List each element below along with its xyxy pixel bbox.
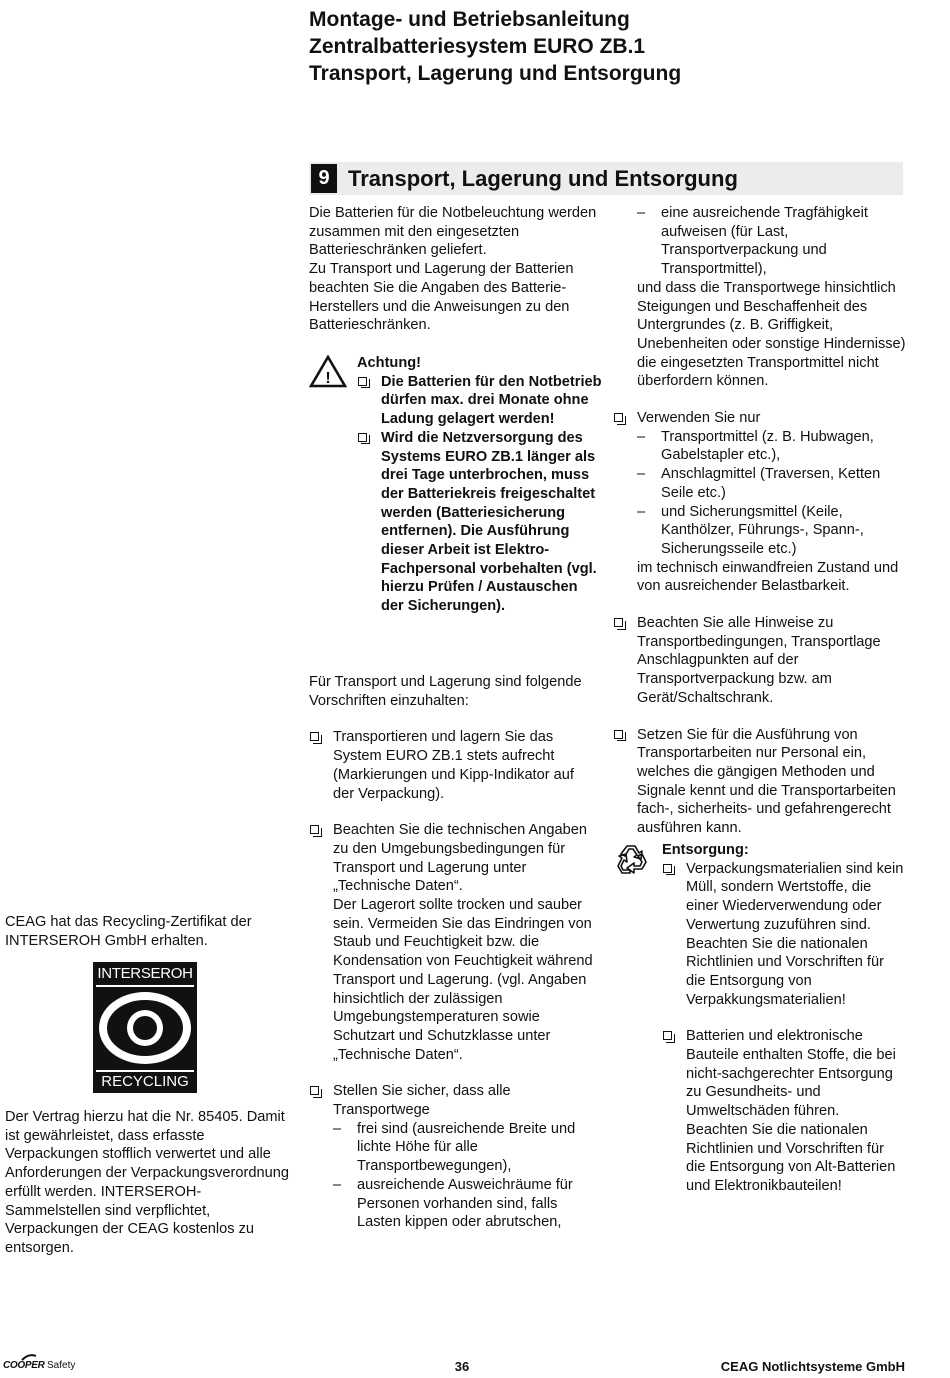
brand-main: COOPER: [3, 1360, 45, 1371]
warning-item-text: Wird die Netzversorgung des Systems EURO ZB.1 länger als drei Tage unterbrochen, muss der Batteriekreis freigeschaltet werden (Batteriesicherung entfernen). Die Ausführung dieser Arbeit ist Elektro-Fachpersonal vorbehalten (vgl. hierzu Prüfen / Austauschen der Sicherungen).: [381, 429, 597, 615]
checkbox-bullet-icon: [614, 413, 623, 422]
rules-intro: Für Transport und Lagerung sind folgende Vorschriften einzuhalten:: [309, 674, 582, 709]
checkbox-bullet-icon: [358, 433, 367, 442]
dash-item: – Anschlagmittel (Traversen, Ketten Seile etc.): [637, 466, 881, 501]
rules-list: [309, 673, 599, 1232]
dash-item: – frei sind (ausreichende Breite und lichte Höhe für alle Transportbewegungen),: [333, 1120, 576, 1175]
continued-text: und dass die Transportwege hinsichtlich Steigungen und Beschaffenheit des Untergrundes (z. B. Griffigkeit, Unebenheiten oder sonstige Hindernisse) die eingesetzten Transportmittel nicht überfordern können.: [637, 279, 906, 390]
brand-sub: Safety: [47, 1360, 76, 1371]
page-number: 36: [454, 1359, 470, 1374]
list-item-text: Beachten Sie alle Hinweise zu Transportbedingungen, Transportlage Anschlagpunkten auf der Transportverpackung bzw. am Gerät/Schaltschrank.: [637, 615, 881, 706]
disposal-note: Beachten Sie die nationalen Richtlinien und Vorschriften für die Entsorgung von Alt-Batterien und Elektronikbauteilen!: [686, 1121, 896, 1194]
list-item-text: Der Lagerort sollte trocken und sauber sein. Vermeiden Sie das Eindringen von Staub und Feuchtigkeit bzw. die Kondensation von Feuchtigkeit während Transport und Lagerung. (vgl. Angaben hinsichtlich der zulässigen Umgebungstemperaturen sowie Schutzart und Schutzklasse unter „Technische Daten“.: [333, 897, 593, 1063]
list-item: [613, 614, 908, 708]
disposal-item: [662, 860, 907, 1010]
dash-item: – eine ausreichende Tragfähigkeit aufweisen (für Last, Transportverpackung und Transportmittel),: [637, 205, 868, 278]
checkbox-bullet-icon: [358, 377, 367, 386]
list-item-text: Setzen Sie für die Ausführung von Transportarbeiten nur Personal ein, welches die gängigen Methoden und Signale kennt und die Transportarbeiten fach-, sicherheits- und gefahrengerecht ausführen kann.: [637, 726, 896, 837]
contract-text: Der Vertrag hierzu hat die Nr. 85405. Damit ist gewährleistet, dass erfasste Verpackungen stofflich verwertet und alle Anforderungen der Verpackungsverordnung erfüllt werden. INTERSEROH-Sammelstellen sind verpflichtet, Verpackungen der CEAG kostenlos zu entsorgen.: [5, 1109, 289, 1256]
logo-bottom-text: RECYCLING: [101, 1073, 189, 1090]
header-line-3: Transport, Lagerung und Entsorgung: [309, 62, 682, 85]
intro-paragraph: [309, 204, 599, 335]
disposal-note: Beachten Sie die nationalen Richtlinien und Vorschriften für die Entsorgung von Verpakkungsmaterialien!: [686, 935, 884, 1008]
checkbox-bullet-icon: [310, 732, 319, 741]
document-header: [309, 6, 929, 87]
dash-item-text: frei sind (ausreichende Breite und lichte Höhe für alle Transportbewegungen),: [357, 1120, 576, 1175]
cooper-safety-logo: [3, 1353, 83, 1375]
list-item: [309, 1082, 599, 1232]
section-number: 9: [311, 164, 337, 193]
column-2: [613, 204, 908, 838]
intro-text-1: Die Batterien für die Notbeleuchtung werden zusammen mit den eingesetzten Batterieschränken geliefert.: [309, 205, 597, 259]
company-name: CEAG Notlichtsysteme GmbH: [720, 1359, 905, 1374]
dash-item-text: ausreichende Ausweichräume für Personen vorhanden sind, falls Lasten kippen oder abrutschen,: [357, 1176, 573, 1231]
list-item-text: im technisch einwandfreien Zustand und von ausreichender Belastbarkeit.: [637, 559, 899, 595]
checkbox-bullet-icon: [663, 864, 672, 873]
checkbox-bullet-icon: [310, 1086, 319, 1095]
header-line-1: Montage- und Betriebsanleitung: [309, 8, 630, 31]
list-item: [613, 726, 908, 838]
list-item-text: Beachten Sie die technischen Angaben zu den Umgebungsbedingungen für Transport und Lagerung unter „Technische Daten“.: [333, 822, 587, 895]
intro-text-2: Zu Transport und Lagerung der Batterien beachten Sie die Angaben des Batterie-Herstellers und die Anweisungen zu den Batterieschränken.: [309, 261, 574, 334]
disposal-item: [662, 1027, 907, 1195]
dash-item-text: eine ausreichende Tragfähigkeit aufweisen (für Last, Transportverpackung und Transportmittel),: [661, 205, 868, 278]
list-item-text: Stellen Sie sicher, dass alle Transportwege: [333, 1083, 511, 1119]
svg-text:!: !: [325, 370, 331, 387]
warning-item-text: Die Batterien für den Notbetrieb dürfen max. drei Monate ohne Ladung gelagert werden!: [381, 373, 602, 428]
disposal-item-text: Verpackungsmaterialien sind kein Müll, sondern Wertstoffe, die einer Wiederverwendung oder Verwertung zuzuführen sind.: [686, 860, 904, 933]
checkbox-bullet-icon: [310, 825, 319, 834]
warning-title: Achtung!: [357, 355, 422, 371]
list-item-text: Transportieren und lagern Sie das System EURO ZB.1 stets aufrecht (Markierungen und Kipp-Indikator auf der Verpackung).: [333, 729, 574, 802]
recycle-icon: [613, 842, 651, 878]
section-heading: [309, 162, 903, 195]
checkbox-bullet-icon: [614, 618, 623, 627]
warning-icon: [309, 355, 347, 389]
list-item: [309, 821, 599, 1064]
warning-block: [357, 354, 602, 616]
continued-item: [613, 204, 908, 391]
list-item: [309, 728, 599, 803]
logo-top-text: INTERSEROH: [97, 965, 193, 982]
warning-item: [357, 429, 602, 616]
dash-item: – und Sicherungsmittel (Keile, Kanthölzer, Führungs-, Spann-, Sicherungsseile etc.): [637, 503, 864, 557]
list-item: [613, 409, 908, 596]
dash-item-text: und Sicherungsmittel (Keile, Kanthölzer, Führungs-, Spann-, Sicherungsseile etc.): [661, 503, 864, 557]
disposal-title: Entsorgung:: [662, 842, 749, 858]
certificate-text: CEAG hat das Recycling-Zertifikat der INTERSEROH GmbH erhalten.: [5, 914, 252, 949]
dash-item: – ausreichende Ausweichräume für Personen vorhanden sind, falls Lasten kippen oder abrutschen,: [333, 1176, 573, 1231]
header-line-2: Zentralbatteriesystem EURO ZB.1: [309, 35, 646, 58]
disposal-item-text: Batterien und elektronische Bauteile enthalten Stoffe, die bei nicht-sachgerechter Entsorgung zu Gesundheits- und Umweltschäden führen.: [686, 1028, 896, 1120]
checkbox-bullet-icon: [663, 1031, 672, 1040]
warning-item: [357, 373, 602, 429]
dash-item: – Transportmittel (z. B. Hubwagen, Gabelstapler etc.),: [637, 428, 874, 464]
list-item-text: Verwenden Sie nur: [637, 410, 761, 427]
section-title: Transport, Lagerung und Entsorgung: [348, 166, 738, 191]
dash-item-text: Transportmittel (z. B. Hubwagen, Gabelstapler etc.),: [661, 428, 874, 464]
eye-symbol-icon: [93, 988, 197, 1068]
disposal-block: [662, 841, 907, 1196]
interseroh-logo: [93, 962, 197, 1093]
checkbox-bullet-icon: [614, 730, 623, 739]
dash-item-text: Anschlagmittel (Traversen, Ketten Seile etc.): [661, 466, 881, 501]
